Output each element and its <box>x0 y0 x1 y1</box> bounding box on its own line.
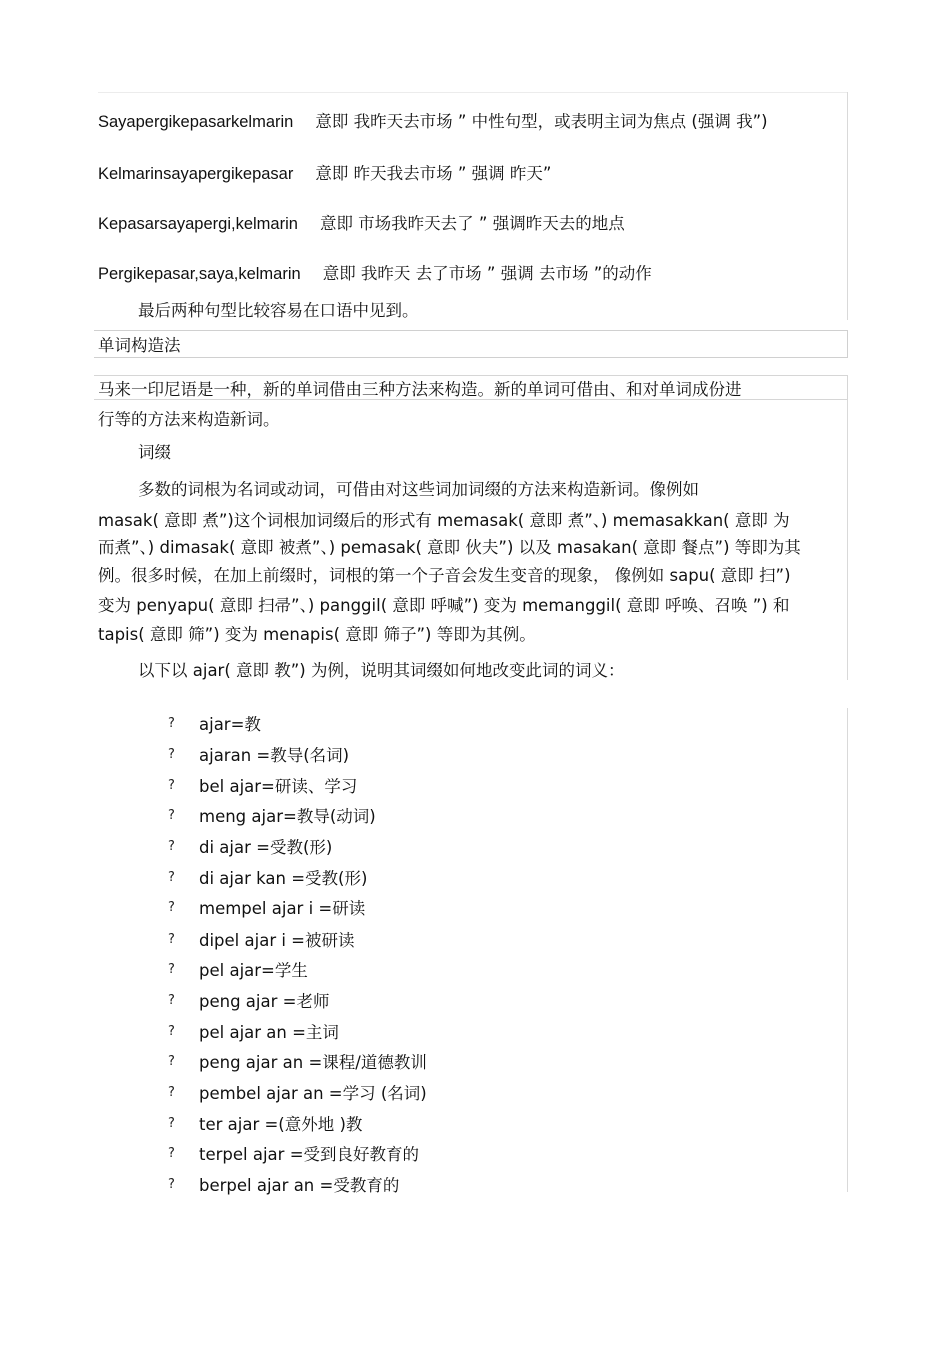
sentence-2-gloss: 意即 昨天我去市场 ” 强调 昨天” <box>315 164 552 183</box>
affix-item: bel ajar=研读、学习 <box>199 777 358 796</box>
affix-item: peng ajar an =课程/道德教训 <box>199 1053 427 1072</box>
top-border <box>98 92 847 93</box>
affix-item: meng ajar=教导(动词) <box>199 807 376 826</box>
bullet-icon: ? <box>168 808 175 823</box>
right-border-list <box>847 708 848 1192</box>
note-text: 最后两种句型比较容易在口语中见到。 <box>138 301 419 320</box>
bullet-icon: ? <box>168 993 175 1008</box>
sentence-1-gloss: 意即 我昨天去市场 ” 中性句型，或表明主词为焦点 (强调 我”) <box>315 112 768 131</box>
bullet-icon: ? <box>168 962 175 977</box>
affix-item: terpel ajar =受到良好教育的 <box>199 1145 420 1164</box>
intro-line-1: 马来一印尼语是一种，新的单词借由三种方法来构造。新的单词可借由、和对单词成份进 <box>98 380 742 399</box>
affix-item: mempel ajar i =研读 <box>199 899 366 918</box>
paragraph-line-6: tapis( 意即 筛”) 变为 menapis( 意即 筛子”) 等即为其例。 <box>98 625 536 644</box>
sentence-4-malay: Pergikepasar,saya,kelmarin <box>98 265 301 283</box>
affix-item: dipel ajar i =被研读 <box>199 931 355 950</box>
intro-line-2: 行等的方法来构造新词。 <box>98 410 280 429</box>
bullet-icon: ? <box>168 839 175 854</box>
bullet-icon: ? <box>168 747 175 762</box>
affix-item: pel ajar an =主词 <box>199 1023 339 1042</box>
sentence-1-malay: Sayapergikepasarkelmarin <box>98 113 294 131</box>
subheading-affixes: 词缀 <box>138 443 171 462</box>
bullet-icon: ? <box>168 870 175 885</box>
example-intro: 以下以 ajar( 意即 教”) 为例，说明其词缀如何地改变此词的词义： <box>138 661 625 680</box>
affix-item: pel ajar=学生 <box>199 961 308 980</box>
sentence-3 <box>98 210 625 234</box>
sentence-3-malay: Kepasarsayapergi,kelmarin <box>98 215 298 233</box>
affix-item: ter ajar =(意外地 )教 <box>199 1115 363 1134</box>
bullet-icon: ? <box>168 932 175 947</box>
right-border-mid <box>847 400 848 680</box>
affix-item: pembel ajar an =学习 (名词) <box>199 1084 427 1103</box>
bullet-icon: ? <box>168 778 175 793</box>
bullet-icon: ? <box>168 716 175 731</box>
affix-item: ajar=教 <box>199 715 261 734</box>
sentence-2 <box>98 160 551 184</box>
sentence-4 <box>98 260 652 284</box>
bullet-icon: ? <box>168 1146 175 1161</box>
bullet-icon: ? <box>168 1024 175 1039</box>
bullet-icon: ? <box>168 1085 175 1100</box>
section-title: 单词构造法 <box>98 336 181 355</box>
sentence-3-gloss: 意即 市场我昨天去了 ” 强调昨天去的地点 <box>319 214 625 233</box>
bullet-icon: ? <box>168 1116 175 1131</box>
bullet-icon: ? <box>168 1054 175 1069</box>
sentence-4-gloss: 意即 我昨天 去了市场 ” 强调 去市场 ”的动作 <box>322 264 652 283</box>
affix-item: di ajar kan =受教(形) <box>199 869 368 888</box>
paragraph-line-3: 而煮”、) dimasak( 意即 被煮”、) pemasak( 意即 伙夫”) 以及 masakan( 意即 餐点”) 等即为其 <box>98 538 801 557</box>
bullet-icon: ? <box>168 900 175 915</box>
affix-item: di ajar =受教(形) <box>199 838 333 857</box>
paragraph-line-5: 变为 penyapu( 意即 扫帚”、) panggil( 意即 呼喊”) 变为 memanggil( 意即 呼唤、召唤 ”) 和 <box>98 596 790 615</box>
sentence-2-malay: Kelmarinsayapergikepasar <box>98 165 294 183</box>
affix-item: peng ajar =老师 <box>199 992 330 1011</box>
paragraph-line-4: 例。很多时候，在加上前缀时，词根的第一个子音会发生变音的现象， 像例如 sapu( 意即 扫”) <box>98 566 791 585</box>
paragraph-line-2: masak( 意即 煮”)这个词根加词缀后的形式有 memasak( 意即 煮”、) memasakkan( 意即 为 <box>98 511 790 530</box>
affix-item: berpel ajar an =受教育的 <box>199 1176 400 1195</box>
bullet-icon: ? <box>168 1177 175 1192</box>
sentence-1 <box>98 108 768 132</box>
affix-item: ajaran =教导(名词) <box>199 746 350 765</box>
right-border-top <box>847 92 848 320</box>
paragraph-line-1: 多数的词根为名词或动词，可借由对这些词加词缀的方法来构造新词。像例如 <box>138 480 699 499</box>
section-heading-box <box>94 330 848 358</box>
